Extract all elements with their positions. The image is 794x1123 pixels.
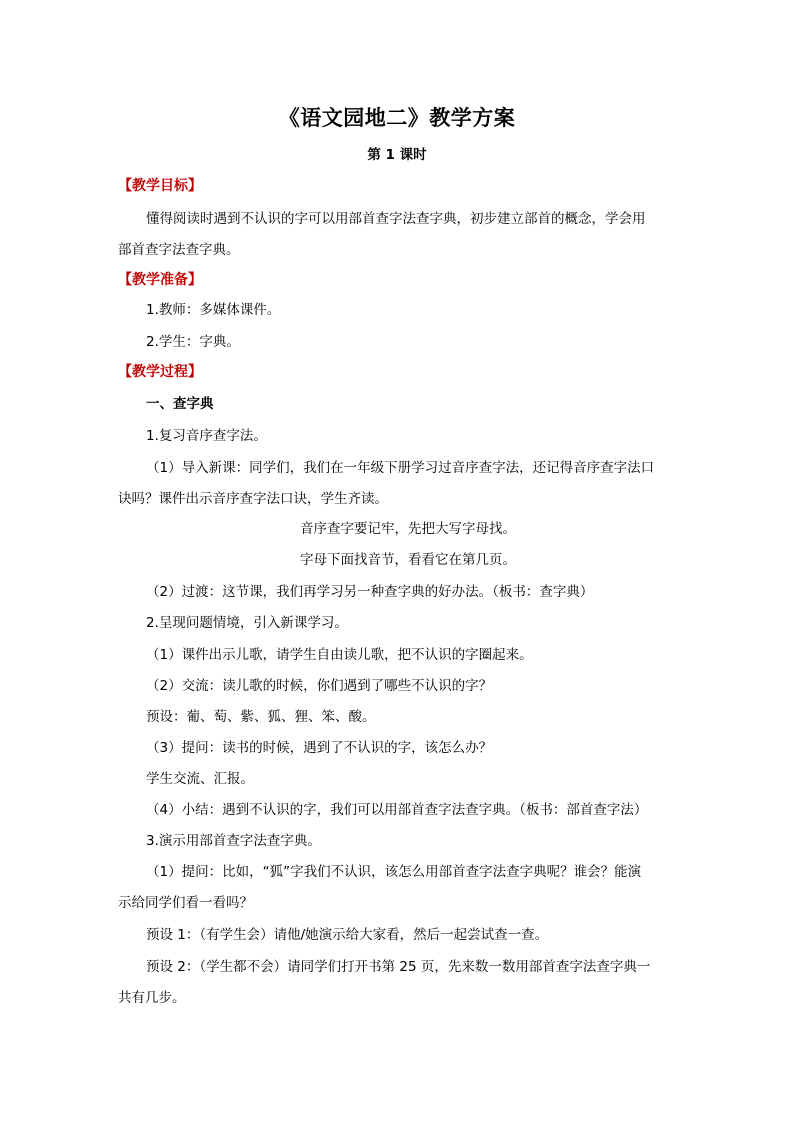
process-line: （1）导入新课：同学们，我们在一年级下册学习过音序查字法，还记得音序查字法口	[146, 460, 655, 476]
process-line: 预设 2：（学生都不会）请同学们打开书第 25 页，先来数一数用部首查字法查字典一	[146, 959, 651, 975]
section-heading-prep: 【教学准备】	[118, 272, 202, 288]
process-line: 预设：葡、萄、紫、狐、狸、笨、酸。	[146, 709, 376, 725]
prep-item: 2.学生：字典。	[146, 334, 240, 350]
process-line: （3）提问：读书的时候，遇到了不认识的字，该怎么办？	[146, 740, 493, 756]
goal-line: 懂得阅读时遇到不认识的字可以用部首查字法查字典，初步建立部首的概念，学会用	[146, 211, 646, 227]
process-line: 2.呈现问题情境，引入新课学习。	[146, 615, 348, 631]
prep-item: 1.教师：多媒体课件。	[146, 302, 281, 318]
process-line: 示给同学们看一看吗？	[118, 895, 253, 911]
process-line: 3.演示用部首查字法查字典。	[146, 833, 321, 849]
process-part-heading: 一、查字典	[146, 396, 214, 412]
process-line: （4）小结：遇到不认识的字，我们可以用部首查字法查字典。（板书：部首查字法）	[146, 802, 648, 818]
lesson-period: 第 1 课时	[367, 147, 427, 163]
goal-line: 部首查字法查字典。	[118, 242, 240, 258]
section-heading-goal: 【教学目标】	[118, 178, 202, 194]
process-line: （2）交流：读儿歌的时候，你们遇到了哪些不认识的字？	[146, 678, 493, 694]
document-title: 《语文园地二》教学方案	[278, 106, 516, 130]
mnemonic-verse-line: 字母下面找音节，看看它在第几页。	[300, 552, 516, 568]
process-line: （2）过渡：这节课，我们再学习另一种查字典的好办法。（板书：查字典）	[146, 584, 594, 600]
section-heading-process: 【教学过程】	[118, 364, 202, 380]
process-line: 1.复习音序查字法。	[146, 428, 267, 444]
mnemonic-verse-line: 音序查字要记牢，先把大写字母找。	[300, 521, 516, 537]
process-line: （1）课件出示儿歌，请学生自由读儿歌，把不认识的字圈起来。	[146, 647, 533, 663]
process-line: 学生交流、汇报。	[146, 771, 254, 787]
process-line: 共有几步。	[118, 990, 186, 1006]
process-line: （1）提问：比如，“狐”字我们不认识，该怎么用部首查字法查字典呢？谁会？能演	[146, 864, 642, 880]
process-line: 预设 1：（有学生会）请他/她演示给大家看，然后一起尝试查一查。	[146, 927, 549, 943]
process-line: 诀吗？课件出示音序查字法口诀，学生齐读。	[118, 491, 388, 507]
